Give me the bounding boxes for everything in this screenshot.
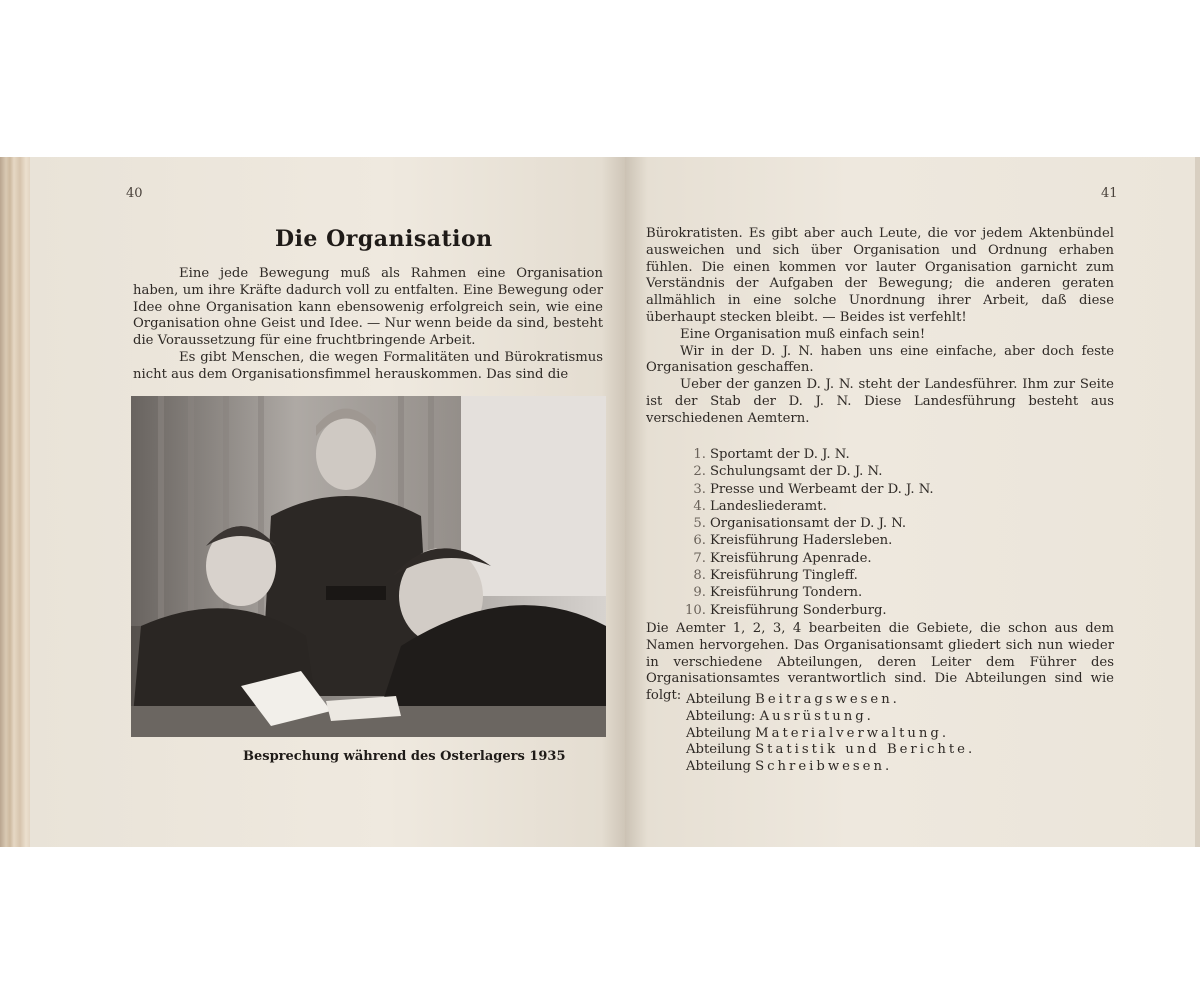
list-item-number: 8. [693, 568, 706, 584]
left-paragraph-2: Es gibt Menschen, die wegen Formalitäten und Bürokratismus nicht aus dem Organisationsfimmel herauskommen. Das sind die [133, 349, 603, 382]
list-item-text: Presse und Werbeamt der D. J. N. [710, 481, 934, 497]
department-prefix: Abteilung [686, 759, 751, 775]
list-item [680, 463, 934, 480]
photo-caption: Besprechung während des Osterlagers 1935 [243, 749, 566, 764]
list-item [680, 602, 934, 619]
right-paragraph-3: Wir in der D. J. N. haben uns eine einfache, aber doch feste Organisation geschaffen. [646, 343, 1114, 376]
right-paragraph-1: Bürokratisten. Es gibt aber auch Leute, die vor jedem Aktenbündel ausweichen und sich über Organisation und Ordnung erhaben fühlen. Die einen kommen vor lauter Organisation garnicht zum Verständnis der Aufgaben der Bewegung; die anderen geraten allmählich in eine solche Unordnung ihrer Arbeit, daß diese überhaupt stecken bleibt. — Beides ist verfehlt! [646, 226, 1114, 325]
list-item [680, 515, 934, 532]
right-text-block [646, 226, 1114, 428]
office-list [680, 446, 934, 619]
list-item [680, 498, 934, 515]
department-prefix: Abteilung [686, 692, 751, 707]
list-item-number: 3. [693, 481, 706, 497]
page-edges [0, 157, 30, 847]
department-item [686, 726, 975, 743]
list-item-text: Organisationsamt der D. J. N. [710, 516, 907, 532]
list-item-text: Kreisführung Hadersleben. [710, 533, 893, 549]
list-item [680, 481, 934, 498]
department-item [686, 709, 975, 726]
list-item-number: 2. [693, 464, 706, 480]
page-edge-right [1195, 157, 1200, 847]
list-item-number: 7. [693, 550, 706, 566]
department-item [686, 742, 975, 759]
right-paragraph-2: Eine Organisation muß einfach sein! [680, 326, 926, 342]
page-title: Die Organisation [275, 226, 493, 252]
list-item [680, 567, 934, 584]
list-item-text: Kreisführung Tondern. [710, 585, 863, 601]
photo-image [131, 396, 606, 737]
list-item [680, 532, 934, 549]
list-item-number: 9. [693, 585, 706, 601]
left-paragraph-1: Eine jede Bewegung muß als Rahmen eine Organisation haben, um ihre Kräfte dadurch voll zu entfalten. Eine Bewegung oder Idee ohne Organisation kann ebensowenig erfolgreich sein, wie eine Organisation ohne Geist und Idee. — Nur wenn beide da sind, besteht die Voraussetzung für eine fruchtbringende Arbeit. [133, 266, 603, 349]
page-number-left: 40 [126, 186, 143, 201]
department-list [686, 692, 975, 776]
list-item [680, 446, 934, 463]
list-item-number: 5. [693, 516, 706, 532]
list-item-number: 10. [685, 602, 706, 618]
list-item-text: Kreisführung Apenrade. [710, 550, 872, 566]
department-name: Materialverwaltung. [755, 725, 950, 741]
department-prefix: Abteilung [686, 742, 751, 758]
list-item-text: Landesliederamt. [710, 498, 827, 514]
list-item-number: 6. [693, 533, 706, 549]
list-item-text: Kreisführung Sonderburg. [710, 602, 887, 618]
department-item [686, 759, 975, 776]
department-name: Schreibwesen. [755, 759, 893, 775]
list-item-text: Schulungsamt der D. J. N. [710, 464, 883, 480]
list-item [680, 550, 934, 567]
list-item-number: 4. [693, 498, 706, 514]
department-name: Beitragswesen. [755, 692, 900, 707]
group-photo [131, 396, 606, 737]
list-item-text: Sportamt der D. J. N. [710, 447, 850, 462]
department-prefix: Abteilung [686, 725, 751, 741]
page-number-right: 41 [1101, 186, 1118, 201]
list-item-text: Kreisführung Tingleff. [710, 568, 858, 584]
right-paragraph-5: Die Aemter 1, 2, 3, 4 bearbeiten die Gebiete, die schon aus dem Namen hervorgehen. Das Organisationsamt gliedert sich nun wieder in verschiedene Abteilungen, deren Leiter dem Führer des Organisationsamtes verantwortlich sind. Die Abteilungen sind wie folgt: [646, 621, 1114, 704]
department-name: Statistik und Berichte. [755, 742, 976, 758]
list-item-number: 1. [693, 447, 706, 462]
department-name: Ausrüstung. [759, 708, 874, 724]
right-paragraph-4: Ueber der ganzen D. J. N. steht der Landesführer. Ihm zur Seite ist der Stab der D. J. N. Diese Landesführung besteht aus verschiedenen Aemtern. [646, 377, 1114, 426]
left-text-block [133, 266, 603, 384]
list-item [680, 584, 934, 601]
department-prefix: Abteilung: [686, 708, 756, 724]
department-item [686, 692, 975, 709]
